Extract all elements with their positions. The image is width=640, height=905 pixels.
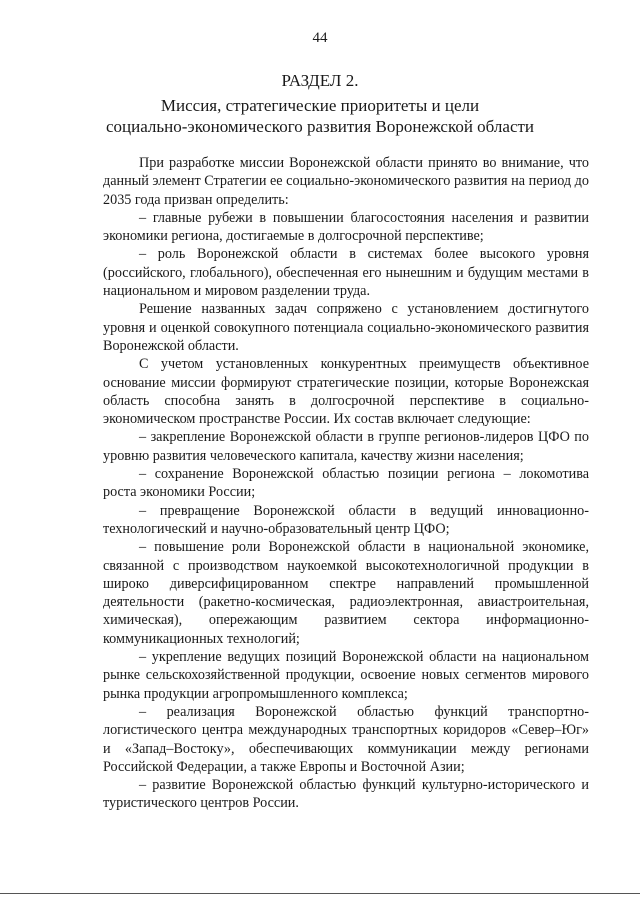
section-title-line: Миссия, стратегические приоритеты и цели — [160, 96, 480, 115]
paragraph-intro: При разработке миссии Воронежской области принято во внимание, что данный элемент Стратегии ее социально-экономического развития на период до 2035 года призван определить: — [103, 155, 589, 208]
body-text — [103, 154, 589, 813]
list-item: – превращение Воронежской области в ведущий инновационно-технологический и научно-образовательный центр ЦФО; — [103, 502, 589, 537]
list-item: – реализация Воронежской областью функций транспортно-логистического центра международных транспортных коридоров «Север–Юг» и «Запад–Востоку», обеспечивающих коммуникации между регионами Российской Федерации, а также Европы и Восточной Азии; — [103, 703, 589, 775]
list-item: – развитие Воронежской областью функций культурно-исторического и туристического центров России. — [103, 777, 589, 812]
section-title-line: социально-экономического развития Воронежской области — [105, 117, 535, 136]
list-item: – укрепление ведущих позиций Воронежской области на национальном рынке сельскохозяйственной продукции, освоение новых сегментов мирового рынка продукции агропромышленного комплекса; — [103, 649, 589, 702]
list-item: – сохранение Воронежской областью позиции региона – локомотива роста экономики России; — [103, 466, 589, 501]
list-item: – повышение роли Воронежской области в национальной экономике, связанной с производством наукоемкой высокотехнологичной продукции в широко диверсифицированном спектре направлений промышленной деятельности (ракетно-космическая, радиоэлектронная, авиастроительная, химическая), опережающим развитием сектора информационно-коммуникационных технологий; — [103, 539, 589, 647]
section-heading: РАЗДЕЛ 2. — [281, 71, 359, 90]
page-number: 44 — [312, 30, 328, 46]
paragraph: Решение названных задач сопряжено с установлением достигнутого уровня и оценкой совокупного потенциала социально-экономического развития Воронежской области. — [103, 301, 589, 354]
list-item: – главные рубежи в повышении благосостояния населения и развитии экономики региона, достигаемые в долгосрочной перспективе; — [103, 209, 589, 245]
page-bottom-divider — [0, 893, 640, 894]
paragraph: С учетом установленных конкурентных преимуществ объективное основание миссии формируют стратегические позиции, которые Воронежская область способна занять в долгосрочной перспективе в социально-экономическом пространстве России. Их состав включает следующие: — [103, 356, 589, 428]
list-item: – закрепление Воронежской области в группе регионов-лидеров ЦФО по уровню развития человеческого капитала, качеству жизни населения; — [103, 429, 589, 464]
list-item: – роль Воронежской области в системах более высокого уровня (российского, глобального), обеспеченная его нынешним и будущим местами в национальном и мировом разделении труда. — [103, 246, 589, 300]
section-title — [0, 95, 640, 137]
